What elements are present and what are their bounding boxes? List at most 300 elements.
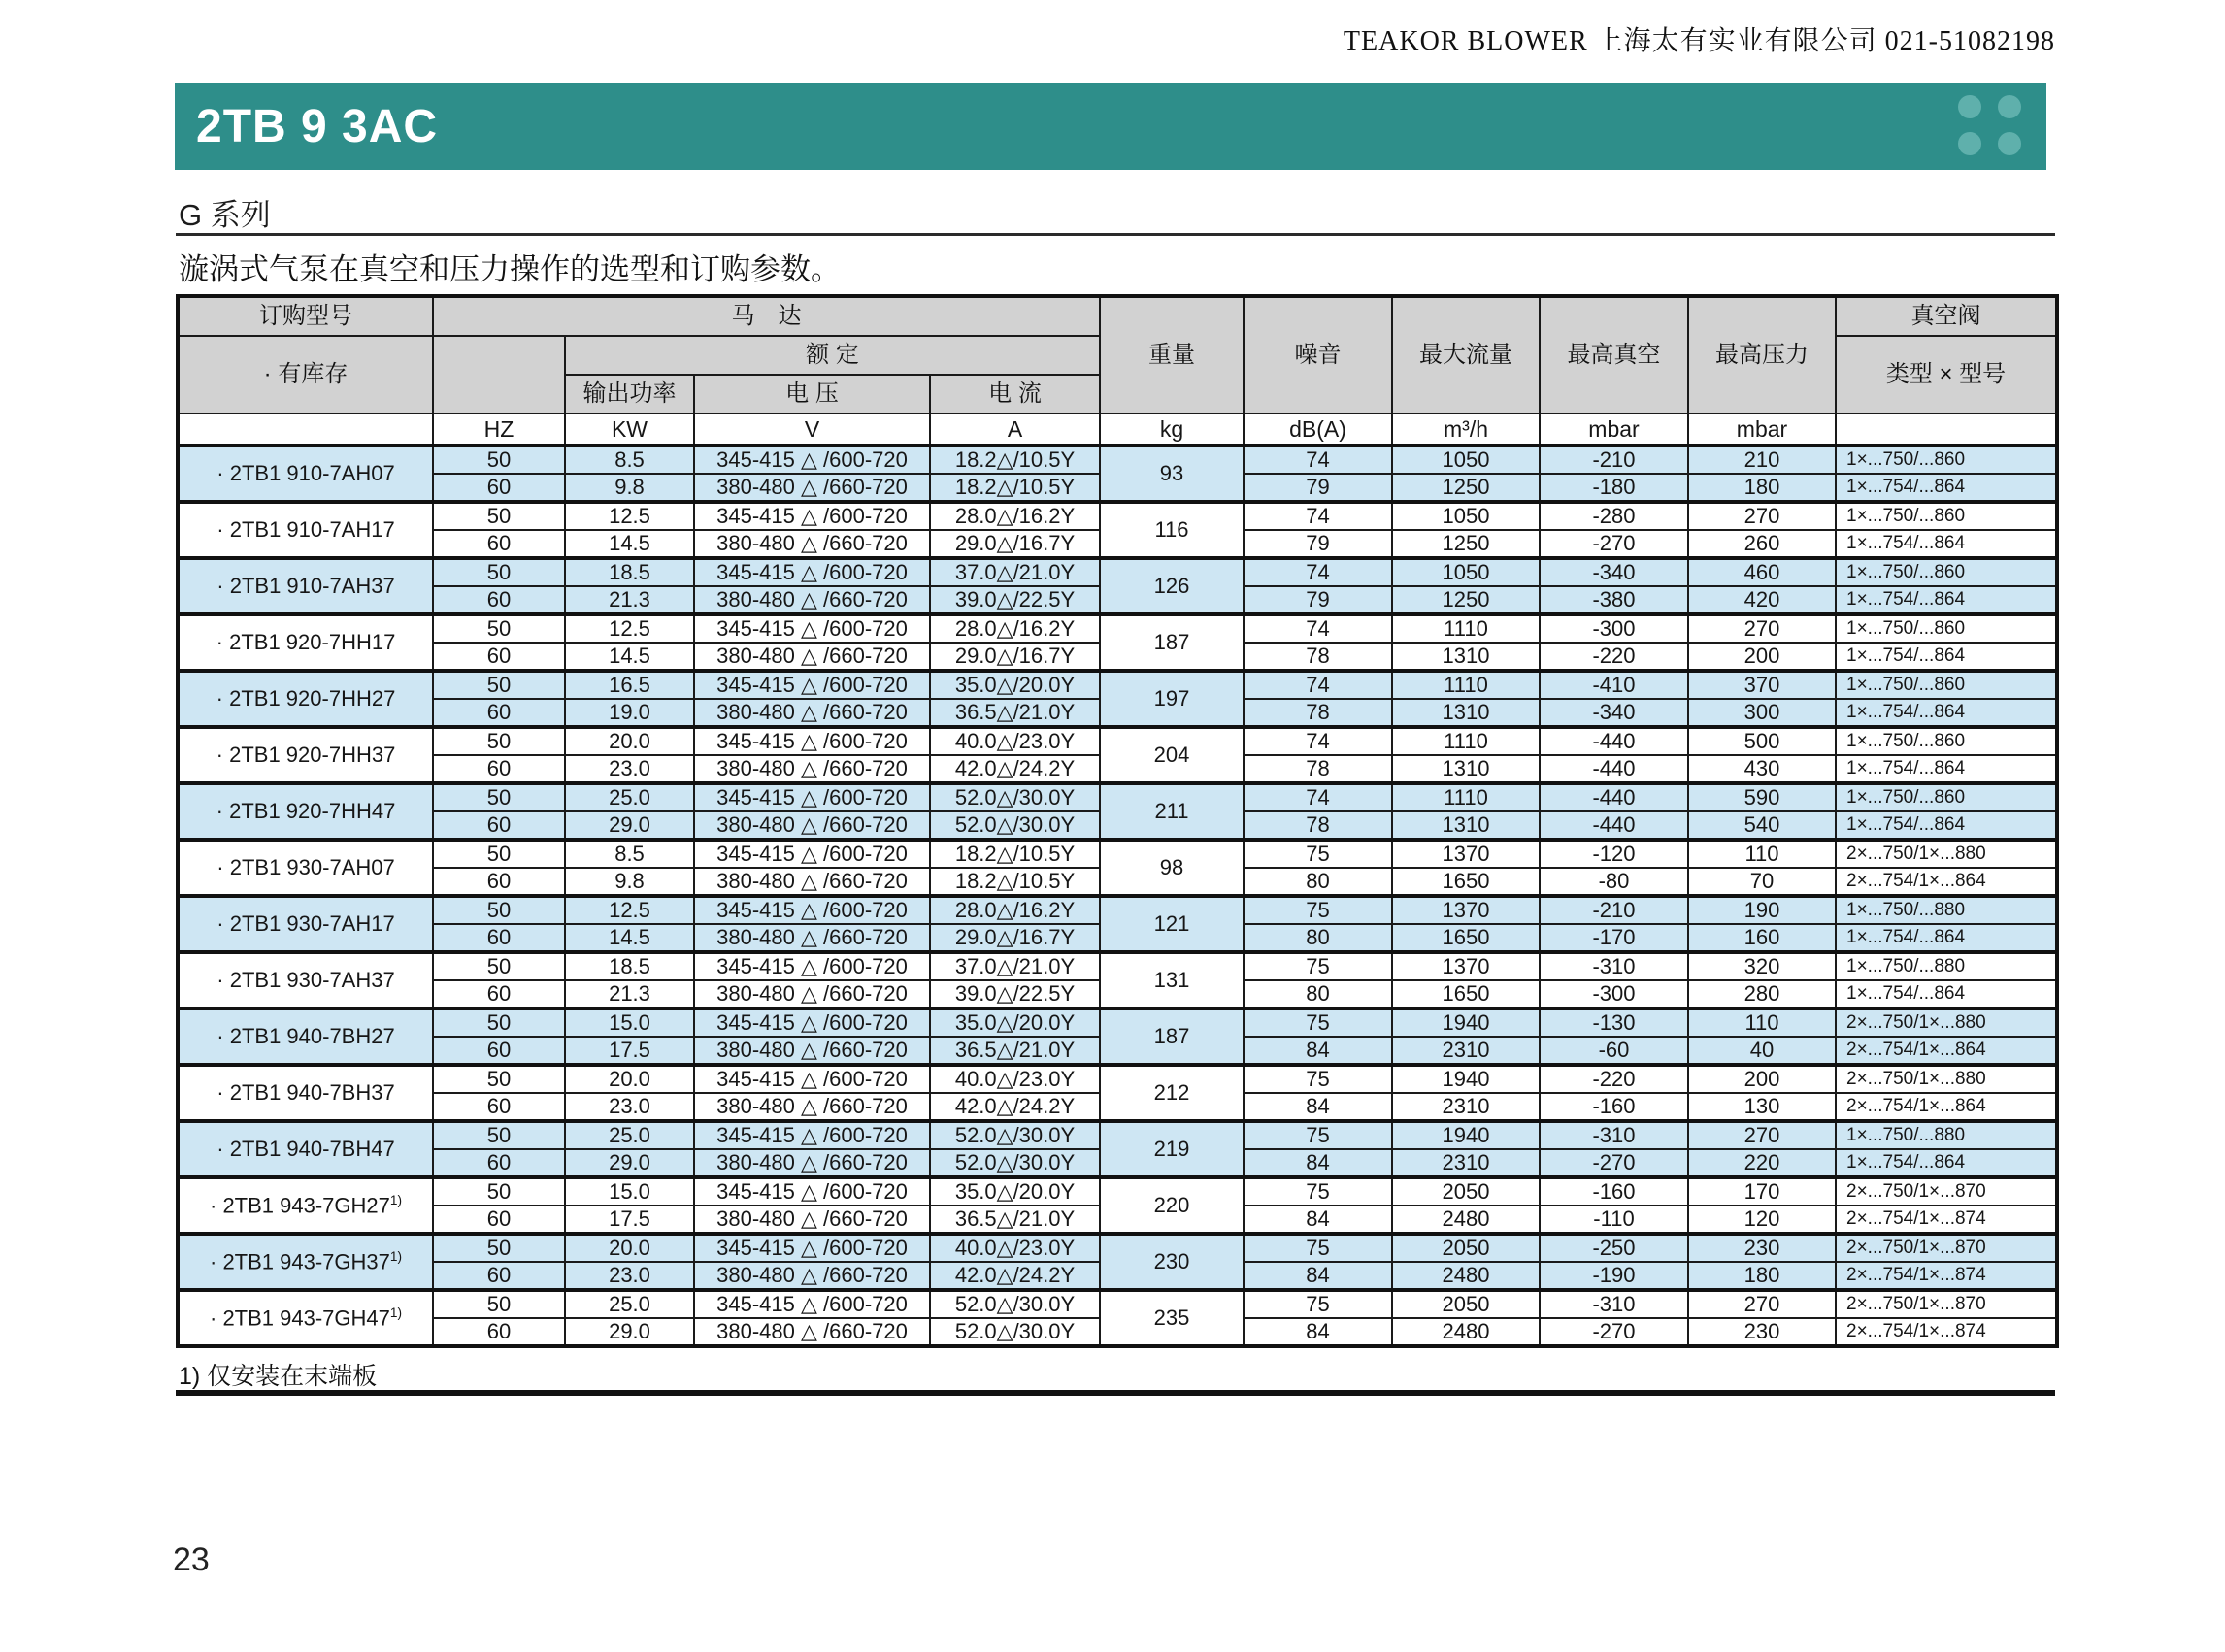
valve-cell: 2×...750/1×...870 <box>1836 1234 2057 1262</box>
kw-cell: 12.5 <box>565 614 694 643</box>
noise-cell: 74 <box>1244 502 1392 530</box>
kw-cell: 25.0 <box>565 783 694 811</box>
noise-cell: 75 <box>1244 896 1392 924</box>
kw-cell: 18.5 <box>565 952 694 980</box>
kw-cell: 29.0 <box>565 811 694 840</box>
kw-cell: 8.5 <box>565 840 694 868</box>
hz-cell: 60 <box>433 1037 565 1065</box>
voltage-cell: 380-480 △ /660-720 <box>694 586 930 614</box>
hz-cell: 60 <box>433 1206 565 1234</box>
current-cell: 18.2△/10.5Y <box>930 474 1100 502</box>
pressure-cell: 70 <box>1688 868 1836 896</box>
current-cell: 42.0△/24.2Y <box>930 1093 1100 1121</box>
header-max-vacuum: 最高真空 <box>1540 296 1688 413</box>
kw-cell: 21.3 <box>565 586 694 614</box>
table-row <box>178 1177 2057 1206</box>
current-cell: 28.0△/16.2Y <box>930 896 1100 924</box>
hz-cell: 60 <box>433 811 565 840</box>
flow-cell: 1940 <box>1392 1008 1540 1037</box>
flow-cell: 2480 <box>1392 1206 1540 1234</box>
vacuum-cell: -60 <box>1540 1037 1688 1065</box>
weight-cell: 220 <box>1100 1177 1244 1234</box>
pressure-cell: 430 <box>1688 755 1836 783</box>
vacuum-cell: -270 <box>1540 1149 1688 1177</box>
noise-cell: 74 <box>1244 446 1392 474</box>
header-current: 电 流 <box>930 375 1100 413</box>
hz-cell: 50 <box>433 1121 565 1149</box>
table-row <box>178 1234 2057 1262</box>
pressure-cell: 590 <box>1688 783 1836 811</box>
hz-cell: 60 <box>433 586 565 614</box>
valve-cell: 1×...750/...860 <box>1836 614 2057 643</box>
valve-cell: 2×...754/1×...874 <box>1836 1206 2057 1234</box>
noise-cell: 84 <box>1244 1149 1392 1177</box>
noise-cell: 79 <box>1244 586 1392 614</box>
current-cell: 36.5△/21.0Y <box>930 699 1100 727</box>
valve-cell: 1×...754/...864 <box>1836 1149 2057 1177</box>
flow-cell: 1650 <box>1392 868 1540 896</box>
vacuum-cell: -380 <box>1540 586 1688 614</box>
voltage-cell: 380-480 △ /660-720 <box>694 1206 930 1234</box>
voltage-cell: 380-480 △ /660-720 <box>694 980 930 1008</box>
current-cell: 36.5△/21.0Y <box>930 1037 1100 1065</box>
noise-cell: 75 <box>1244 1065 1392 1093</box>
kw-cell: 29.0 <box>565 1149 694 1177</box>
current-cell: 39.0△/22.5Y <box>930 980 1100 1008</box>
valve-cell: 2×...754/1×...864 <box>1836 1037 2057 1065</box>
pressure-cell: 270 <box>1688 502 1836 530</box>
series-title: G 系列 <box>179 198 271 232</box>
voltage-cell: 345-415 △ /600-720 <box>694 671 930 699</box>
voltage-cell: 380-480 △ /660-720 <box>694 811 930 840</box>
table-header <box>178 296 2057 446</box>
valve-cell: 2×...750/1×...880 <box>1836 1065 2057 1093</box>
voltage-cell: 380-480 △ /660-720 <box>694 868 930 896</box>
vacuum-cell: -440 <box>1540 811 1688 840</box>
current-cell: 39.0△/22.5Y <box>930 586 1100 614</box>
voltage-cell: 345-415 △ /600-720 <box>694 1177 930 1206</box>
unit-blank <box>178 413 433 446</box>
table-row <box>178 952 2057 980</box>
pressure-cell: 110 <box>1688 840 1836 868</box>
unit-hz: HZ <box>433 413 565 446</box>
model-cell: · 2TB1 943-7GH37$^{1)}$ <box>178 1234 433 1290</box>
valve-cell: 2×...754/1×...864 <box>1836 1093 2057 1121</box>
current-cell: 42.0△/24.2Y <box>930 1262 1100 1290</box>
voltage-cell: 345-415 △ /600-720 <box>694 446 930 474</box>
current-cell: 28.0△/16.2Y <box>930 614 1100 643</box>
vacuum-cell: -340 <box>1540 699 1688 727</box>
current-cell: 42.0△/24.2Y <box>930 755 1100 783</box>
valve-cell: 1×...750/...860 <box>1836 502 2057 530</box>
hz-cell: 50 <box>433 671 565 699</box>
valve-cell: 1×...754/...864 <box>1836 980 2057 1008</box>
vacuum-cell: -270 <box>1540 530 1688 558</box>
current-cell: 28.0△/16.2Y <box>930 502 1100 530</box>
kw-cell: 25.0 <box>565 1290 694 1318</box>
model-cell: · 2TB1 910-7AH07 <box>178 446 433 502</box>
current-cell: 52.0△/30.0Y <box>930 1290 1100 1318</box>
vacuum-cell: -310 <box>1540 1121 1688 1149</box>
hz-cell: 60 <box>433 868 565 896</box>
hz-cell: 50 <box>433 558 565 586</box>
weight-cell: 126 <box>1100 558 1244 614</box>
table-row <box>178 671 2057 699</box>
noise-cell: 78 <box>1244 811 1392 840</box>
section-subtitle: 漩涡式气泵在真空和压力操作的选型和订购参数。 <box>179 252 841 286</box>
hz-cell: 60 <box>433 1262 565 1290</box>
unit-flow: m³/h <box>1392 413 1540 446</box>
pressure-cell: 190 <box>1688 896 1836 924</box>
flow-cell: 1250 <box>1392 586 1540 614</box>
noise-cell: 78 <box>1244 643 1392 671</box>
voltage-cell: 380-480 △ /660-720 <box>694 1093 930 1121</box>
current-cell: 52.0△/30.0Y <box>930 1121 1100 1149</box>
model-cell: · 2TB1 943-7GH47$^{1)}$ <box>178 1290 433 1346</box>
voltage-cell: 345-415 △ /600-720 <box>694 1065 930 1093</box>
current-cell: 40.0△/23.0Y <box>930 727 1100 755</box>
kw-cell: 12.5 <box>565 896 694 924</box>
flow-cell: 2310 <box>1392 1149 1540 1177</box>
vacuum-cell: -210 <box>1540 446 1688 474</box>
vacuum-cell: -170 <box>1540 924 1688 952</box>
flow-cell: 1310 <box>1392 755 1540 783</box>
model-cell: · 2TB1 920-7HH37 <box>178 727 433 783</box>
noise-cell: 80 <box>1244 868 1392 896</box>
valve-cell: 1×...754/...864 <box>1836 924 2057 952</box>
pressure-cell: 180 <box>1688 474 1836 502</box>
vacuum-cell: -300 <box>1540 980 1688 1008</box>
hz-cell: 60 <box>433 924 565 952</box>
hz-cell: 60 <box>433 1149 565 1177</box>
vacuum-cell: -220 <box>1540 643 1688 671</box>
decorative-dot-icon <box>1958 132 1981 155</box>
model-cell: · 2TB1 920-7HH27 <box>178 671 433 727</box>
flow-cell: 1370 <box>1392 952 1540 980</box>
hz-cell: 50 <box>433 1177 565 1206</box>
noise-cell: 79 <box>1244 474 1392 502</box>
vacuum-cell: -340 <box>1540 558 1688 586</box>
pressure-cell: 500 <box>1688 727 1836 755</box>
hz-cell: 50 <box>433 840 565 868</box>
weight-cell: 204 <box>1100 727 1244 783</box>
weight-cell: 98 <box>1100 840 1244 896</box>
header-motor: 马 达 <box>433 296 1100 336</box>
flow-cell: 1940 <box>1392 1065 1540 1093</box>
weight-cell: 187 <box>1100 1008 1244 1065</box>
table-body <box>178 446 2057 1346</box>
voltage-cell: 380-480 △ /660-720 <box>694 1149 930 1177</box>
kw-cell: 20.0 <box>565 1065 694 1093</box>
table-row <box>178 727 2057 755</box>
model-cell: · 2TB1 940-7BH27 <box>178 1008 433 1065</box>
kw-cell: 21.3 <box>565 980 694 1008</box>
current-cell: 18.2△/10.5Y <box>930 840 1100 868</box>
vacuum-cell: -80 <box>1540 868 1688 896</box>
noise-cell: 74 <box>1244 558 1392 586</box>
flow-cell: 1310 <box>1392 699 1540 727</box>
noise-cell: 74 <box>1244 671 1392 699</box>
model-cell: · 2TB1 930-7AH17 <box>178 896 433 952</box>
page-title: 2TB 9 3AC <box>196 101 439 152</box>
pressure-cell: 180 <box>1688 1262 1836 1290</box>
current-cell: 18.2△/10.5Y <box>930 868 1100 896</box>
kw-cell: 14.5 <box>565 643 694 671</box>
table-row <box>178 1065 2057 1093</box>
flow-cell: 2050 <box>1392 1234 1540 1262</box>
flow-cell: 1940 <box>1392 1121 1540 1149</box>
current-cell: 40.0△/23.0Y <box>930 1234 1100 1262</box>
pressure-cell: 300 <box>1688 699 1836 727</box>
weight-cell: 219 <box>1100 1121 1244 1177</box>
pressure-cell: 110 <box>1688 1008 1836 1037</box>
current-cell: 29.0△/16.7Y <box>930 530 1100 558</box>
voltage-cell: 380-480 △ /660-720 <box>694 1037 930 1065</box>
pressure-cell: 230 <box>1688 1318 1836 1346</box>
kw-cell: 16.5 <box>565 671 694 699</box>
vacuum-cell: -160 <box>1540 1093 1688 1121</box>
voltage-cell: 345-415 △ /600-720 <box>694 614 930 643</box>
hz-cell: 50 <box>433 614 565 643</box>
valve-cell: 1×...754/...864 <box>1836 699 2057 727</box>
flow-cell: 1370 <box>1392 840 1540 868</box>
pressure-cell: 270 <box>1688 1290 1836 1318</box>
valve-cell: 1×...754/...864 <box>1836 474 2057 502</box>
table-row <box>178 446 2057 474</box>
flow-cell: 2310 <box>1392 1093 1540 1121</box>
hz-cell: 50 <box>433 783 565 811</box>
valve-cell: 1×...750/...880 <box>1836 1121 2057 1149</box>
kw-cell: 15.0 <box>565 1008 694 1037</box>
pressure-cell: 40 <box>1688 1037 1836 1065</box>
decorative-dot-icon <box>1998 132 2021 155</box>
weight-cell: 212 <box>1100 1065 1244 1121</box>
noise-cell: 75 <box>1244 952 1392 980</box>
hz-cell: 60 <box>433 643 565 671</box>
valve-cell: 1×...754/...864 <box>1836 586 2057 614</box>
table-row <box>178 558 2057 586</box>
flow-cell: 1650 <box>1392 924 1540 952</box>
vacuum-cell: -270 <box>1540 1318 1688 1346</box>
divider-line <box>176 233 2055 236</box>
model-cell: · 2TB1 910-7AH37 <box>178 558 433 614</box>
header-voltage: 电 压 <box>694 375 930 413</box>
pressure-cell: 220 <box>1688 1149 1836 1177</box>
voltage-cell: 380-480 △ /660-720 <box>694 924 930 952</box>
hz-cell: 60 <box>433 1318 565 1346</box>
kw-cell: 17.5 <box>565 1206 694 1234</box>
voltage-cell: 345-415 △ /600-720 <box>694 1234 930 1262</box>
pressure-cell: 270 <box>1688 1121 1836 1149</box>
pressure-cell: 200 <box>1688 1065 1836 1093</box>
vacuum-cell: -300 <box>1540 614 1688 643</box>
pressure-cell: 460 <box>1688 558 1836 586</box>
noise-cell: 75 <box>1244 1177 1392 1206</box>
kw-cell: 17.5 <box>565 1037 694 1065</box>
vacuum-cell: -180 <box>1540 474 1688 502</box>
pressure-cell: 420 <box>1688 586 1836 614</box>
table-row <box>178 840 2057 868</box>
voltage-cell: 345-415 △ /600-720 <box>694 1008 930 1037</box>
flow-cell: 1050 <box>1392 558 1540 586</box>
kw-cell: 12.5 <box>565 502 694 530</box>
current-cell: 29.0△/16.7Y <box>930 643 1100 671</box>
current-cell: 52.0△/30.0Y <box>930 1149 1100 1177</box>
vacuum-cell: -440 <box>1540 783 1688 811</box>
noise-cell: 84 <box>1244 1318 1392 1346</box>
table-row <box>178 896 2057 924</box>
vacuum-cell: -440 <box>1540 755 1688 783</box>
noise-cell: 84 <box>1244 1037 1392 1065</box>
pressure-cell: 130 <box>1688 1093 1836 1121</box>
current-cell: 35.0△/20.0Y <box>930 1008 1100 1037</box>
spec-table <box>176 294 2059 1348</box>
voltage-cell: 345-415 △ /600-720 <box>694 783 930 811</box>
valve-cell: 2×...754/1×...864 <box>1836 868 2057 896</box>
valve-cell: 2×...754/1×...874 <box>1836 1262 2057 1290</box>
valve-cell: 1×...754/...864 <box>1836 530 2057 558</box>
kw-cell: 18.5 <box>565 558 694 586</box>
flow-cell: 1110 <box>1392 614 1540 643</box>
hz-cell: 60 <box>433 1093 565 1121</box>
noise-cell: 80 <box>1244 980 1392 1008</box>
current-cell: 36.5△/21.0Y <box>930 1206 1100 1234</box>
model-cell: · 2TB1 940-7BH37 <box>178 1065 433 1121</box>
noise-cell: 84 <box>1244 1262 1392 1290</box>
voltage-cell: 380-480 △ /660-720 <box>694 643 930 671</box>
model-cell: · 2TB1 920-7HH17 <box>178 614 433 671</box>
voltage-cell: 345-415 △ /600-720 <box>694 840 930 868</box>
kw-cell: 23.0 <box>565 755 694 783</box>
hz-cell: 50 <box>433 1234 565 1262</box>
noise-cell: 74 <box>1244 783 1392 811</box>
hz-cell: 60 <box>433 474 565 502</box>
flow-cell: 1650 <box>1392 980 1540 1008</box>
spec-table-container <box>176 294 2055 1348</box>
bottom-rule <box>176 1390 2055 1396</box>
kw-cell: 8.5 <box>565 446 694 474</box>
model-cell: · 2TB1 930-7AH37 <box>178 952 433 1008</box>
vacuum-cell: -440 <box>1540 727 1688 755</box>
table-row <box>178 614 2057 643</box>
hz-cell: 50 <box>433 1008 565 1037</box>
flow-cell: 1310 <box>1392 811 1540 840</box>
noise-cell: 78 <box>1244 755 1392 783</box>
flow-cell: 1110 <box>1392 727 1540 755</box>
voltage-cell: 345-415 △ /600-720 <box>694 502 930 530</box>
kw-cell: 9.8 <box>565 868 694 896</box>
flow-cell: 2310 <box>1392 1037 1540 1065</box>
noise-cell: 75 <box>1244 1290 1392 1318</box>
unit-pres-mbar: mbar <box>1688 413 1836 446</box>
vacuum-cell: -120 <box>1540 840 1688 868</box>
vacuum-cell: -160 <box>1540 1177 1688 1206</box>
pressure-cell: 270 <box>1688 614 1836 643</box>
valve-cell: 1×...750/...860 <box>1836 783 2057 811</box>
flow-cell: 2050 <box>1392 1290 1540 1318</box>
vacuum-cell: -280 <box>1540 502 1688 530</box>
current-cell: 18.2△/10.5Y <box>930 446 1100 474</box>
voltage-cell: 380-480 △ /660-720 <box>694 755 930 783</box>
kw-cell: 14.5 <box>565 924 694 952</box>
header-max-pressure: 最高压力 <box>1688 296 1836 413</box>
hz-cell: 50 <box>433 446 565 474</box>
kw-cell: 19.0 <box>565 699 694 727</box>
voltage-cell: 345-415 △ /600-720 <box>694 558 930 586</box>
vacuum-cell: -310 <box>1540 952 1688 980</box>
kw-cell: 9.8 <box>565 474 694 502</box>
valve-cell: 1×...750/...860 <box>1836 727 2057 755</box>
vacuum-cell: -130 <box>1540 1008 1688 1037</box>
pressure-cell: 200 <box>1688 643 1836 671</box>
header-output-power: 输出功率 <box>565 375 694 413</box>
valve-cell: 1×...750/...880 <box>1836 952 2057 980</box>
unit-kg: kg <box>1100 413 1244 446</box>
flow-cell: 1250 <box>1392 530 1540 558</box>
pressure-cell: 370 <box>1688 671 1836 699</box>
valve-cell: 2×...750/1×...880 <box>1836 1008 2057 1037</box>
kw-cell: 23.0 <box>565 1262 694 1290</box>
current-cell: 37.0△/21.0Y <box>930 558 1100 586</box>
noise-cell: 75 <box>1244 1121 1392 1149</box>
voltage-cell: 345-415 △ /600-720 <box>694 952 930 980</box>
model-cell: · 2TB1 930-7AH07 <box>178 840 433 896</box>
noise-cell: 74 <box>1244 614 1392 643</box>
pressure-cell: 120 <box>1688 1206 1836 1234</box>
kw-cell: 20.0 <box>565 727 694 755</box>
header-rated: 额 定 <box>565 336 1100 375</box>
header-in-stock: · 有库存 <box>178 336 433 413</box>
weight-cell: 116 <box>1100 502 1244 558</box>
vacuum-cell: -310 <box>1540 1290 1688 1318</box>
current-cell: 35.0△/20.0Y <box>930 1177 1100 1206</box>
vacuum-cell: -110 <box>1540 1206 1688 1234</box>
pressure-cell: 540 <box>1688 811 1836 840</box>
pressure-cell: 230 <box>1688 1234 1836 1262</box>
unit-a: A <box>930 413 1100 446</box>
valve-cell: 1×...754/...864 <box>1836 755 2057 783</box>
current-cell: 52.0△/30.0Y <box>930 811 1100 840</box>
model-cell: · 2TB1 940-7BH47 <box>178 1121 433 1177</box>
kw-cell: 14.5 <box>565 530 694 558</box>
voltage-cell: 380-480 △ /660-720 <box>694 474 930 502</box>
model-cell: · 2TB1 910-7AH17 <box>178 502 433 558</box>
title-banner <box>175 83 2046 170</box>
unit-kw: KW <box>565 413 694 446</box>
header-max-flow: 最大流量 <box>1392 296 1540 413</box>
noise-cell: 79 <box>1244 530 1392 558</box>
valve-cell: 1×...750/...860 <box>1836 558 2057 586</box>
weight-cell: 230 <box>1100 1234 1244 1290</box>
hz-cell: 50 <box>433 952 565 980</box>
noise-cell: 74 <box>1244 727 1392 755</box>
valve-cell: 1×...754/...864 <box>1836 643 2057 671</box>
weight-cell: 235 <box>1100 1290 1244 1346</box>
pressure-cell: 170 <box>1688 1177 1836 1206</box>
decorative-dot-icon <box>1998 95 2021 118</box>
noise-cell: 80 <box>1244 924 1392 952</box>
current-cell: 52.0△/30.0Y <box>930 783 1100 811</box>
header-hz-spacer <box>433 336 565 413</box>
current-cell: 35.0△/20.0Y <box>930 671 1100 699</box>
weight-cell: 197 <box>1100 671 1244 727</box>
decorative-dot-icon <box>1958 95 1981 118</box>
header-order-model: 订购型号 <box>178 296 433 336</box>
hz-cell: 50 <box>433 727 565 755</box>
voltage-cell: 380-480 △ /660-720 <box>694 1318 930 1346</box>
vacuum-cell: -220 <box>1540 1065 1688 1093</box>
flow-cell: 1110 <box>1392 671 1540 699</box>
